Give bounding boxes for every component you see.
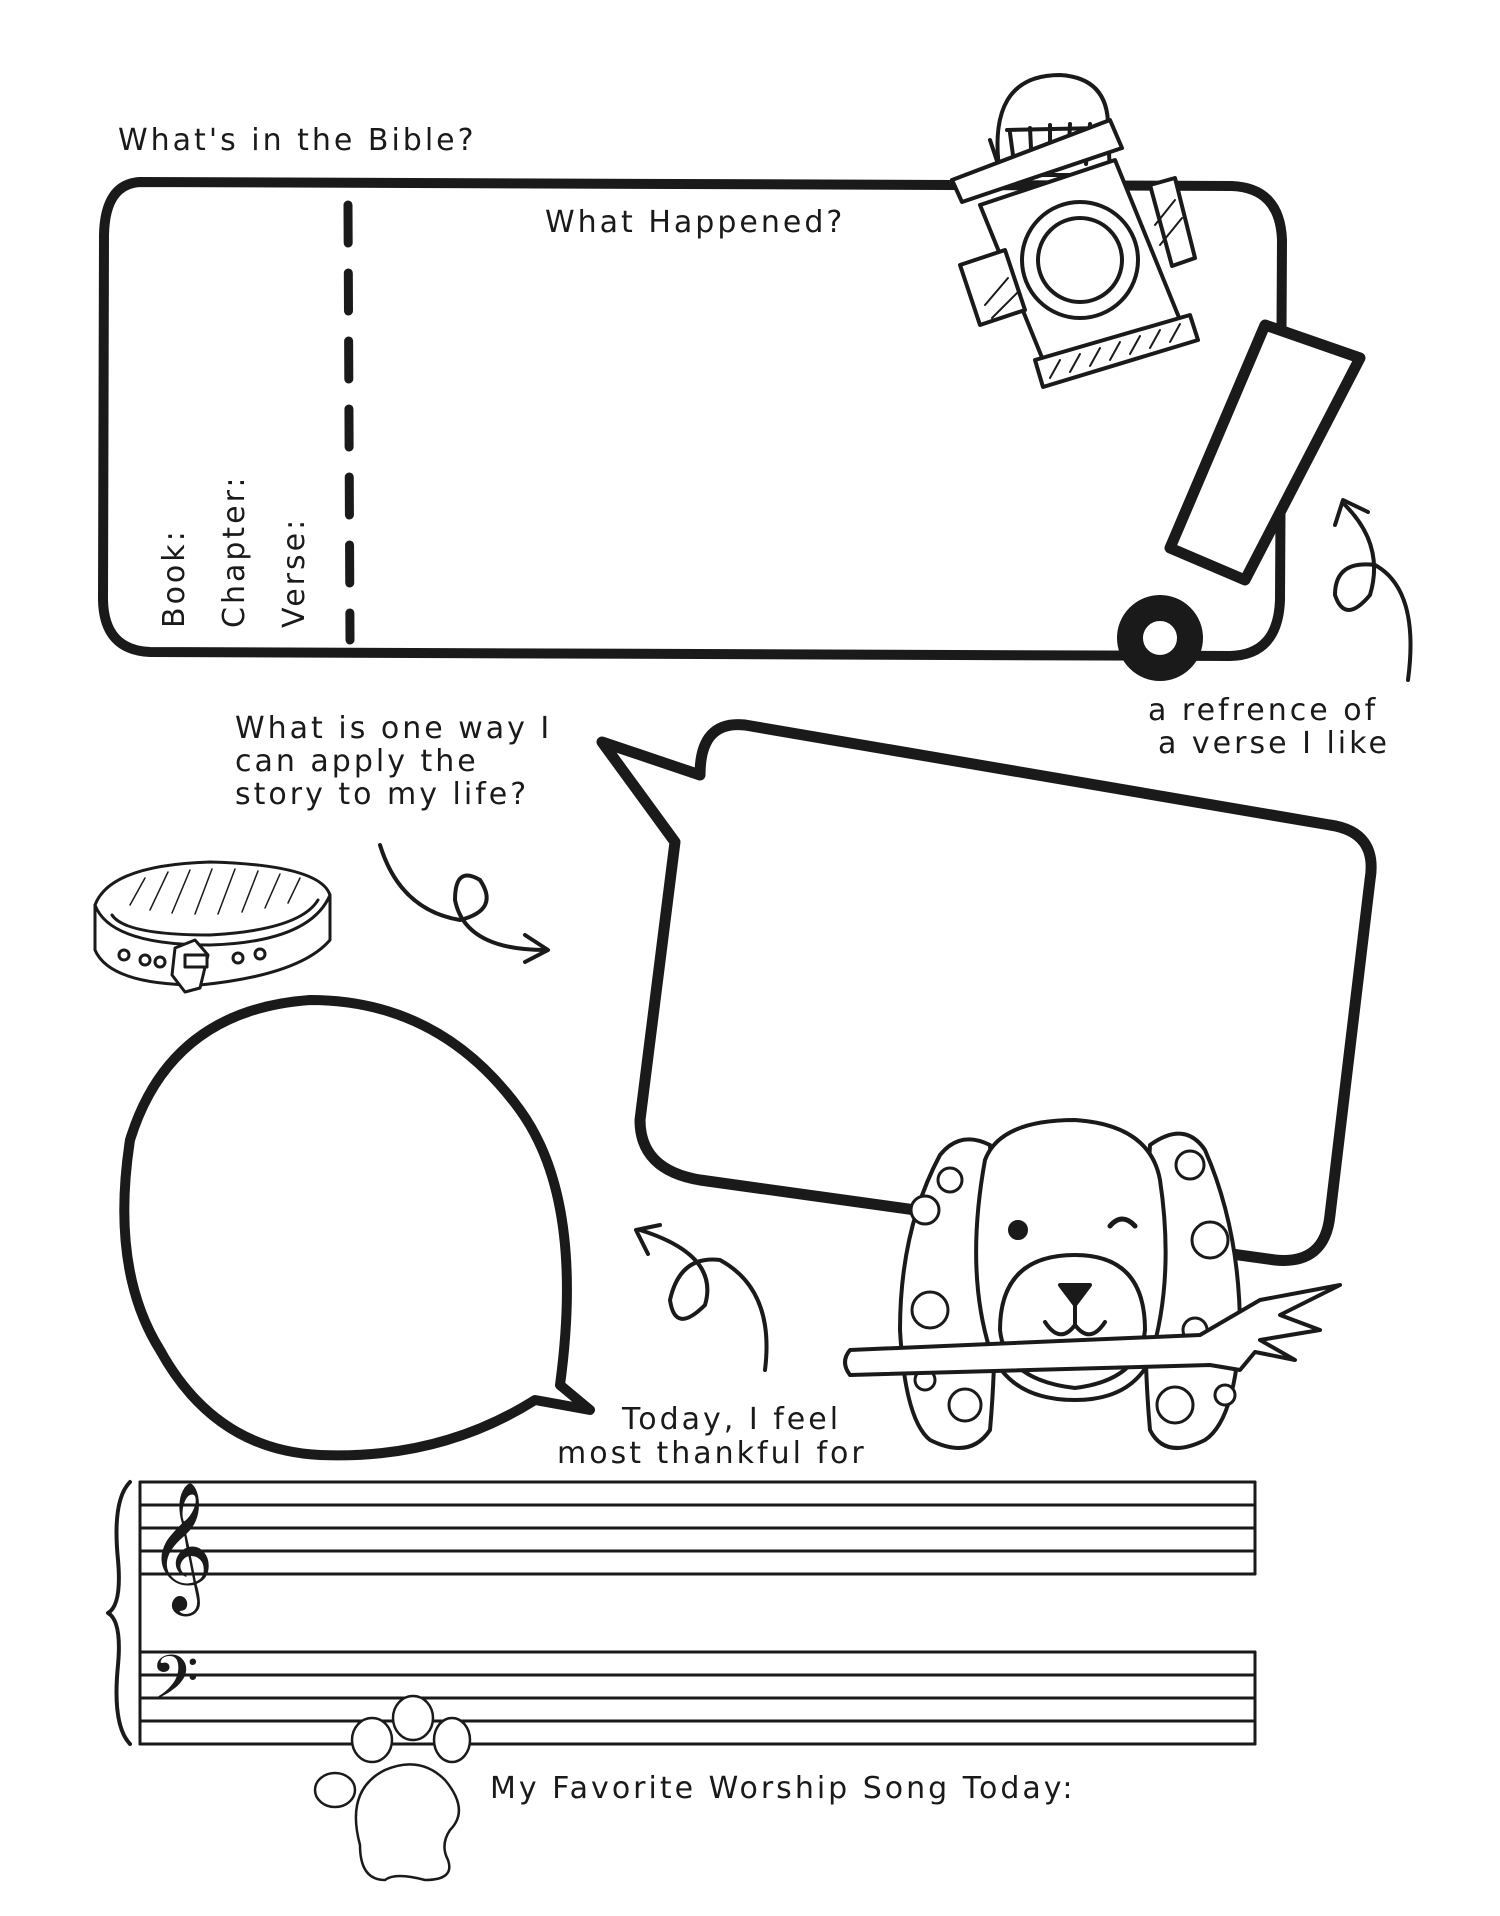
thankful-speech-bubble	[124, 1000, 590, 1455]
thankful-line1: Today, I feel	[622, 1402, 842, 1437]
apply-question-line2: can apply the	[235, 744, 479, 779]
worship-song-label: My Favorite Worship Song Today:	[490, 1771, 1076, 1806]
bass-clef-icon: 𝄢	[150, 1641, 199, 1730]
book-label: Book:	[157, 528, 192, 628]
exclamation-icon	[1130, 325, 1360, 668]
bible-box-divider	[348, 205, 350, 640]
verse-reference-line2: a verse I like	[1158, 726, 1390, 761]
apply-question-line3: story to my life?	[235, 777, 530, 812]
thankful-line2: most thankful for	[557, 1436, 867, 1471]
paw-print-icon	[315, 1696, 470, 1880]
verse-label: Verse:	[277, 516, 312, 628]
dog-collar-icon	[95, 862, 330, 992]
chapter-label: Chapter:	[217, 474, 252, 628]
verse-reference-line1: a refrence of	[1148, 693, 1379, 728]
music-staff	[108, 1482, 1255, 1744]
what-happened-label: What Happened?	[545, 205, 846, 240]
bible-heading: What's in the Bible?	[118, 123, 477, 158]
apply-question-line1: What is one way I	[235, 711, 553, 746]
fire-hydrant-icon	[952, 75, 1198, 387]
treble-clef-icon: 𝄞	[148, 1481, 215, 1611]
